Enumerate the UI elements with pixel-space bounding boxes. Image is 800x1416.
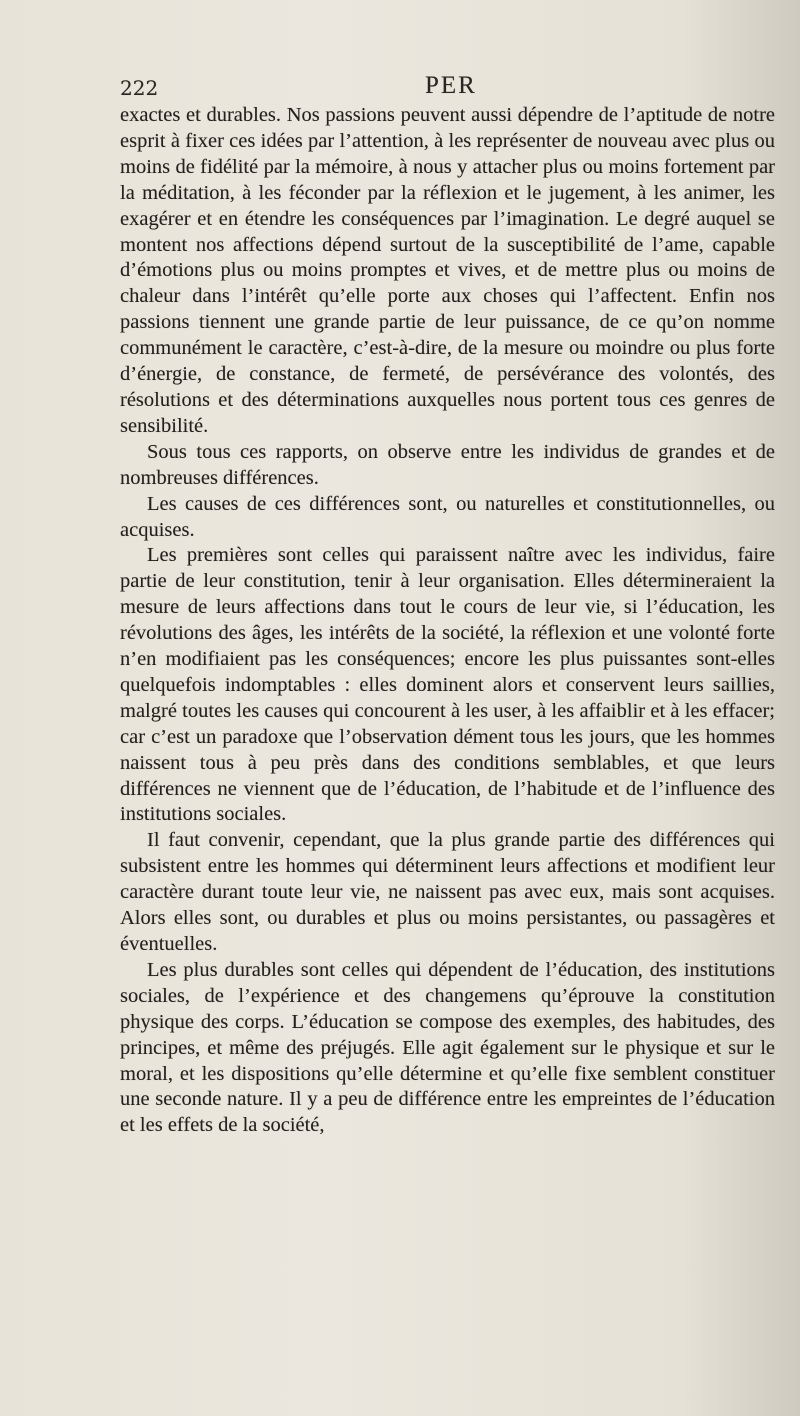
- paragraph-4: Les premières sont celles qui paraissent naître avec les individus, faire partie de leur constitution, tenir à leur organisation. Elles détermineraient la mesure de leurs affections dans tout le cours de leur vie, si l’éducation, les révolutions des âges, les intérêts de la société, la réflexion et une volonté forte n’en modifiaient pas les conséquences; encore les plus puissantes sont-elles quelquefois indomptables : elles dominent alors et conservent leurs saillies, malgré toutes les causes qui concourent à les user, à les affaiblir et à les effacer; car c’est un paradoxe que l’observation dément tous les jours, que les hommes naissent tous à peu près dans des conditions semblables, et que leurs différences ne viennent que de l’éducation, de l’habitude et de l’influence des institutions sociales.: [120, 544, 775, 826]
- paragraph-1: exactes et durables. Nos passions peuvent aussi dépendre de l’aptitude de notre esprit à fixer ces idées par l’attention, à les représenter de nouveau avec plus ou moins de fidélité par la mémoire, à nous y attacher plus ou moins fortement par la méditation, à les féconder par la réflexion et le jugement, à les animer, les exagérer et en étendre les conséquences par l’imagination. Le degré auquel se montent nos affections dépend surtout de la susceptibilité de l’ame, capable d’émotions plus ou moins promptes et vives, et de mettre plus ou moins de chaleur dans l’intérêt qu’elle porte aux choses qui l’affectent. Enfin nos passions tiennent une grande partie de leur puissance, de ce qu’on nomme communément le caractère, c’est-à-dire, de la mesure ou moindre ou plus forte d’énergie, de constance, de fermeté, de persévérance des volontés, des résolutions et des déterminations auxquelles nous portent tous ces genres de sensibilité.: [120, 104, 775, 437]
- running-head: PER: [425, 72, 477, 99]
- paragraph-6: Les plus durables sont celles qui dépendent de l’éducation, des institutions sociales, de l’expérience et des changemens qu’éprouve la constitution physique des corps. L’éducation se compose des exemples, des habitudes, des principes, et même des préjugés. Elle agit également sur le physique et sur le moral, et les dispositions qu’elle détermine et qu’elle fixe semblent constituer une seconde nature. Il y a peu de différence entre les empreintes de l’éducation et les effets de la société,: [120, 958, 775, 1137]
- page-number: 222: [120, 76, 159, 100]
- paragraph-3: Les causes de ces différences sont, ou naturelles et constitutionnelles, ou acquises.: [120, 492, 775, 541]
- paragraph-2: Sous tous ces rapports, on observe entre les individus de grandes et de nombreuses différences.: [120, 440, 775, 489]
- page-header: [120, 72, 770, 106]
- body-text: [120, 103, 775, 1139]
- paragraph-5: Il faut convenir, cependant, que la plus grande partie des différences qui subsistent entre les hommes qui déterminent leurs affections et modifient leur caractère durant toute leur vie, ne naissent pas avec eux, mais sont acquises. Alors elles sont, ou durables et plus ou moins persistantes, ou passagères et éventuelles.: [120, 829, 775, 955]
